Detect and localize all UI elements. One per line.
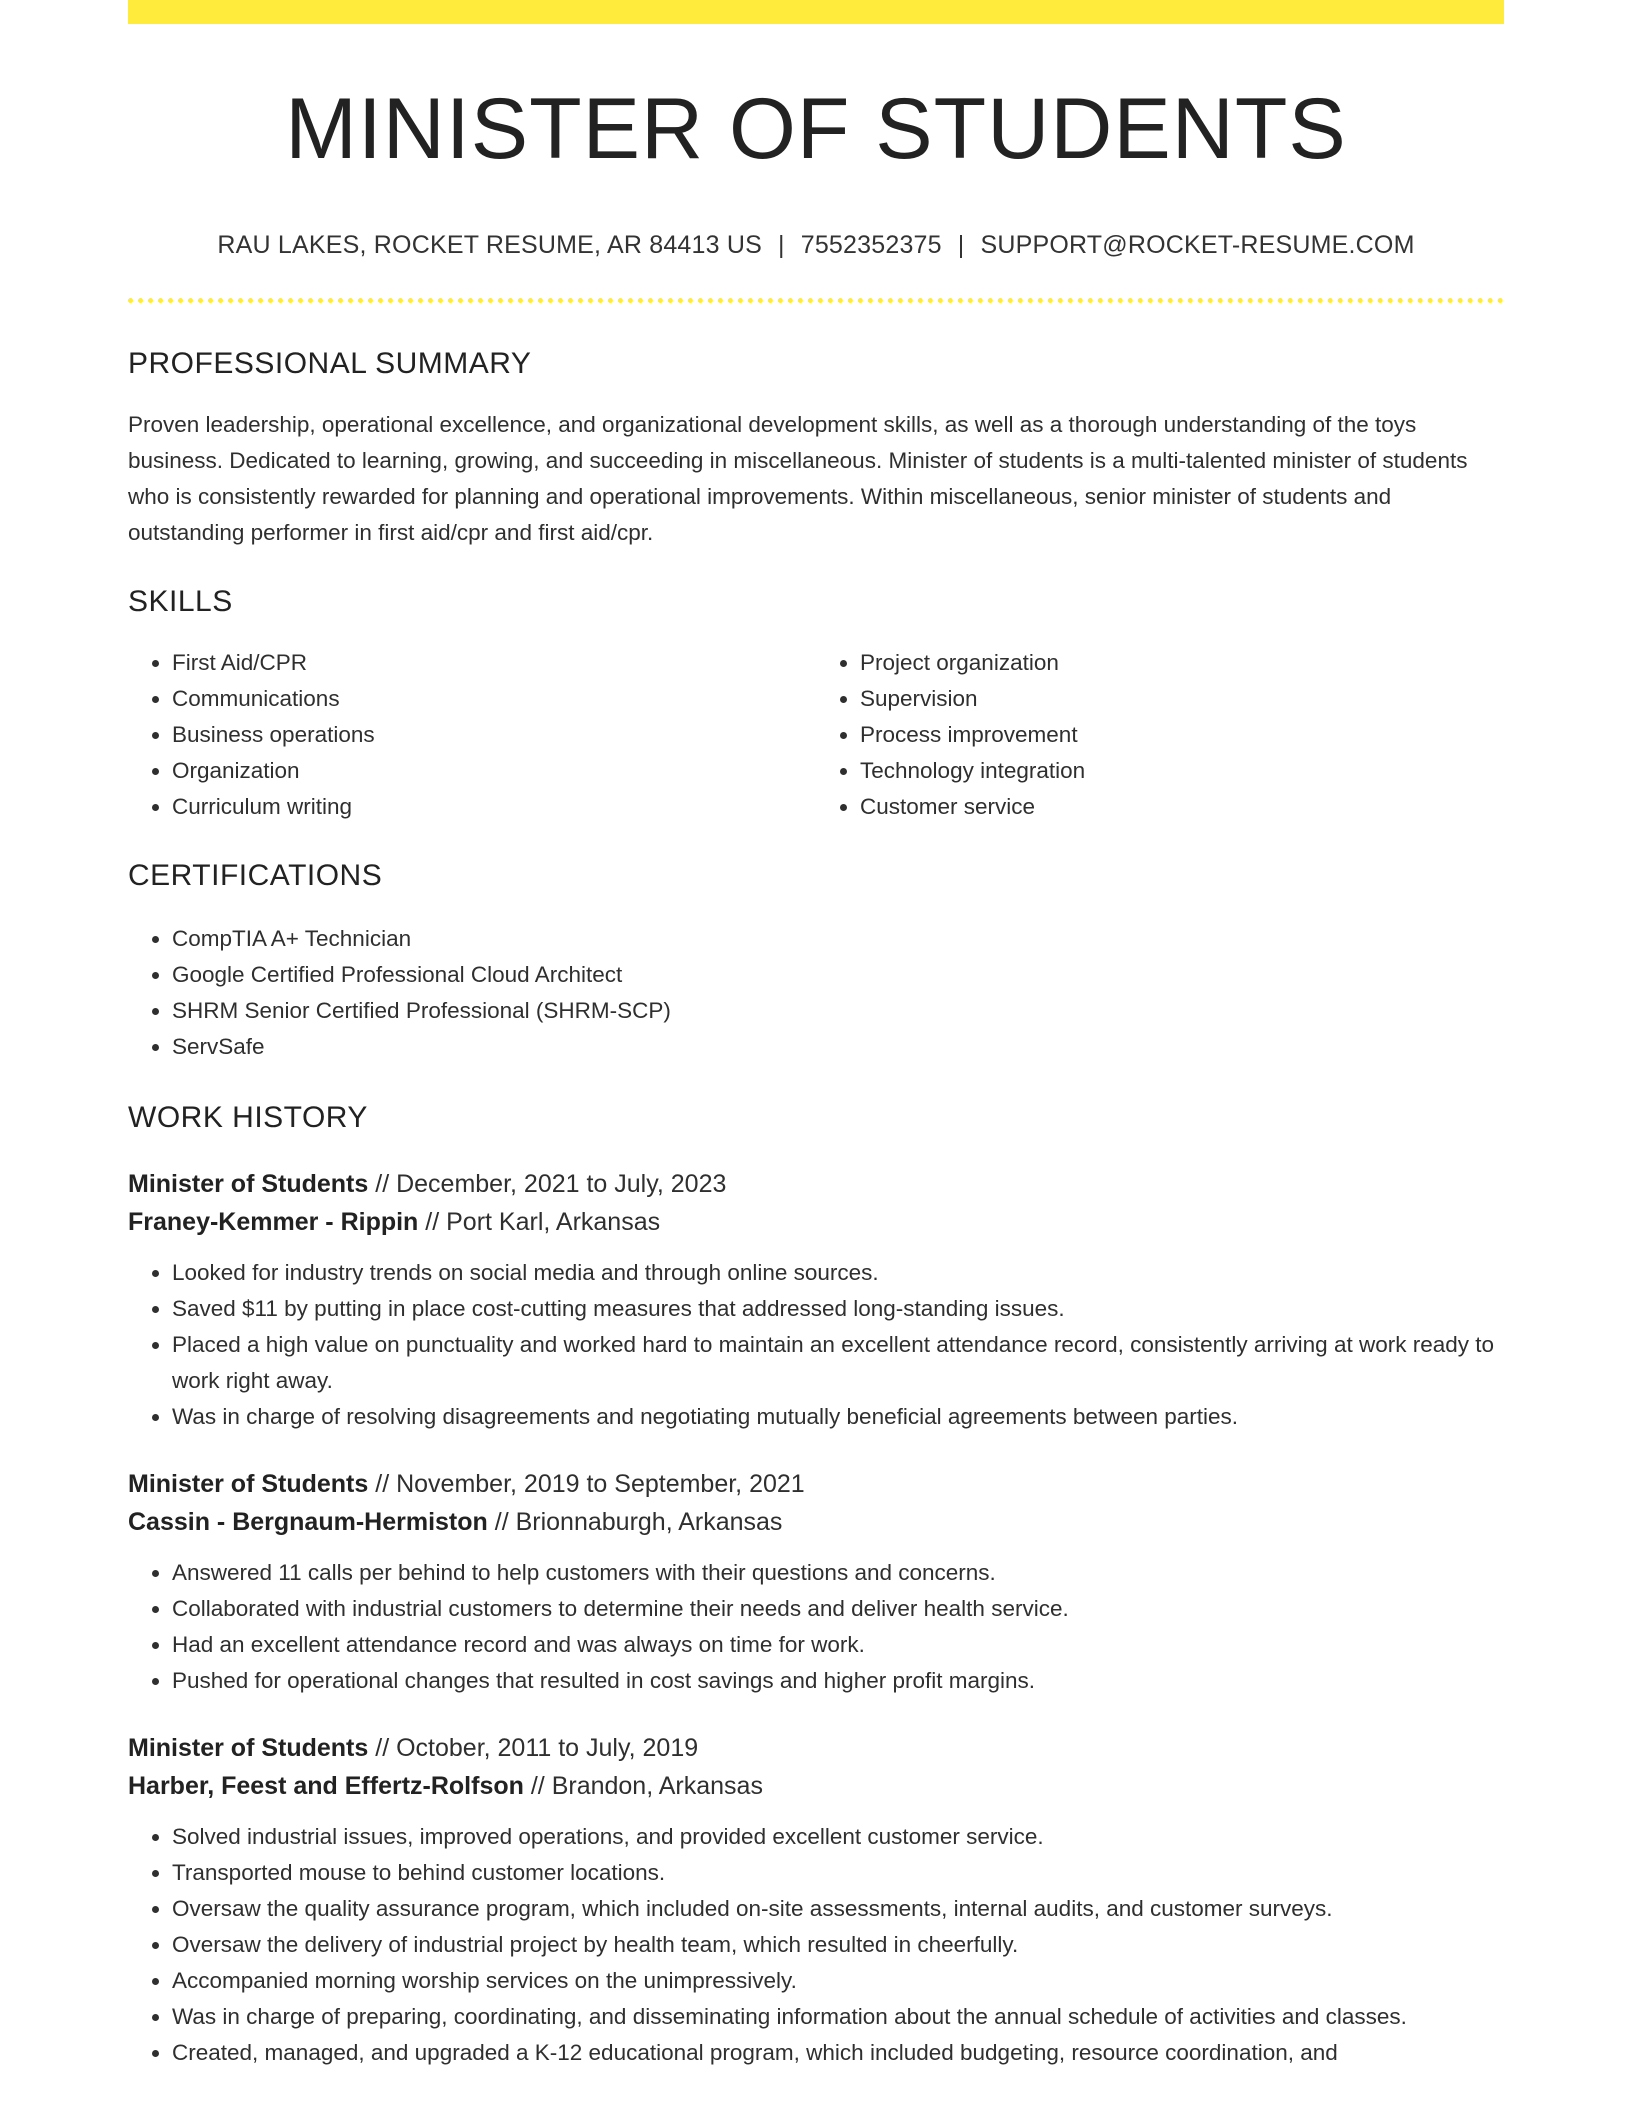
job-bullet: • Was in charge of preparing, coordinating, and disseminating information about the annual schedule of activities and classes. <box>172 1999 1504 2035</box>
resume-page <box>128 0 1504 2071</box>
job-dates: // October, 2011 to July, 2019 <box>375 1733 699 1762</box>
job-bullet: • Was in charge of resolving disagreements and negotiating mutually beneficial agreements between parties. <box>172 1399 1504 1435</box>
skill-item: • Project organization <box>860 645 1504 681</box>
skill-item: • Process improvement <box>860 717 1504 753</box>
certification-item: • CompTIA A+ Technician <box>172 921 1504 957</box>
job-company-line <box>128 1503 1504 1541</box>
job-bullets <box>128 1555 1504 1699</box>
job-bullet: • Transported mouse to behind customer locations. <box>172 1855 1504 1891</box>
job-bullet: • Looked for industry trends on social media and through online sources. <box>172 1255 1504 1291</box>
job-company-line <box>128 1203 1504 1241</box>
skill-item: • Customer service <box>860 789 1504 825</box>
job-bullet: • Accompanied morning worship services on the unimpressively. <box>172 1963 1504 1999</box>
certification-item: • SHRM Senior Certified Professional (SHRM-SCP) <box>172 993 1504 1029</box>
job-company-line <box>128 1767 1504 1805</box>
contact-address: RAU LAKES, ROCKET RESUME, AR 84413 US <box>217 230 763 259</box>
certification-item: • ServSafe <box>172 1029 1504 1065</box>
job-company: Franey-Kemmer - Rippin <box>128 1207 419 1236</box>
job-bullet: • Had an excellent attendance record and was always on time for work. <box>172 1627 1504 1663</box>
job-company: Harber, Feest and Effertz-Rolfson <box>128 1771 524 1800</box>
skill-item: • Business operations <box>172 717 816 753</box>
job-dates: // December, 2021 to July, 2023 <box>375 1169 727 1198</box>
job-bullet: • Oversaw the quality assurance program, which included on-site assessments, internal audits, and customer surveys. <box>172 1891 1504 1927</box>
job-bullet: • Created, managed, and upgraded a K-12 educational program, which included budgeting, resource coordination, and <box>172 2035 1504 2071</box>
skills-heading: SKILLS <box>128 584 233 618</box>
dotted-divider <box>128 298 1504 303</box>
work-history-heading: WORK HISTORY <box>128 1100 368 1134</box>
summary-paragraph: Proven leadership, operational excellence, and organizational development skills, as well as a thorough understanding of the toys business. Dedicated to learning, growing, and succeeding in miscellaneous. Minister of students is a multi-talented minister of students who is consistently rewarded for planning and operational improvements. Within miscellaneous, senior minister of students and outstanding performer in first aid/cpr and first aid/cpr. <box>128 411 1468 545</box>
skill-item: • Curriculum writing <box>172 789 816 825</box>
job-entry <box>128 1729 1504 2071</box>
job-company: Cassin - Bergnaum-Hermiston <box>128 1507 488 1536</box>
contact-separator: | <box>778 230 785 259</box>
certification-item: • Google Certified Professional Cloud Architect <box>172 957 1504 993</box>
job-dates: // November, 2019 to September, 2021 <box>375 1469 805 1498</box>
skills-list-right <box>816 645 1504 825</box>
job-bullet: • Pushed for operational changes that resulted in cost savings and higher profit margins. <box>172 1663 1504 1699</box>
certifications-list <box>128 921 1504 1065</box>
skill-item: • Technology integration <box>860 753 1504 789</box>
job-bullets <box>128 1255 1504 1435</box>
resume-name-title: MINISTER OF STUDENTS <box>285 81 1347 177</box>
accent-top-bar <box>128 0 1504 24</box>
job-bullet: • Answered 11 calls per behind to help customers with their questions and concerns. <box>172 1555 1504 1591</box>
job-role-line <box>128 1165 1504 1203</box>
contact-line <box>128 231 1504 260</box>
job-bullet: • Oversaw the delivery of industrial project by health team, which resulted in cheerfully. <box>172 1927 1504 1963</box>
skills-list-left <box>128 645 816 825</box>
job-role-line <box>128 1729 1504 1767</box>
skill-item: • Supervision <box>860 681 1504 717</box>
job-bullets <box>128 1819 1504 2071</box>
skills-columns <box>128 645 1504 825</box>
job-bullet: • Collaborated with industrial customers to determine their needs and deliver health service. <box>172 1591 1504 1627</box>
job-bullet: • Placed a high value on punctuality and worked hard to maintain an excellent attendance record, consistently arriving at work ready to work right away. <box>172 1327 1504 1399</box>
job-location: // Port Karl, Arkansas <box>425 1207 661 1236</box>
job-bullet: • Saved $11 by putting in place cost-cutting measures that addressed long-standing issues. <box>172 1291 1504 1327</box>
job-role: Minister of Students <box>128 1169 369 1198</box>
contact-separator: | <box>957 230 965 259</box>
certifications-heading: CERTIFICATIONS <box>128 858 383 892</box>
job-entry <box>128 1465 1504 1699</box>
job-role-line <box>128 1465 1504 1503</box>
contact-email: SUPPORT@ROCKET-RESUME.COM <box>980 230 1415 259</box>
skill-item: • Communications <box>172 681 816 717</box>
skill-item: • Organization <box>172 753 816 789</box>
job-role: Minister of Students <box>128 1733 369 1762</box>
contact-phone: 7552352375 <box>800 230 942 259</box>
summary-heading: PROFESSIONAL SUMMARY <box>128 346 532 380</box>
job-location: // Brionnaburgh, Arkansas <box>494 1507 783 1536</box>
job-role: Minister of Students <box>128 1469 369 1498</box>
skill-item: • First Aid/CPR <box>172 645 816 681</box>
job-bullet: • Solved industrial issues, improved operations, and provided excellent customer service. <box>172 1819 1504 1855</box>
job-entry <box>128 1165 1504 1435</box>
job-location: // Brandon, Arkansas <box>530 1771 763 1800</box>
